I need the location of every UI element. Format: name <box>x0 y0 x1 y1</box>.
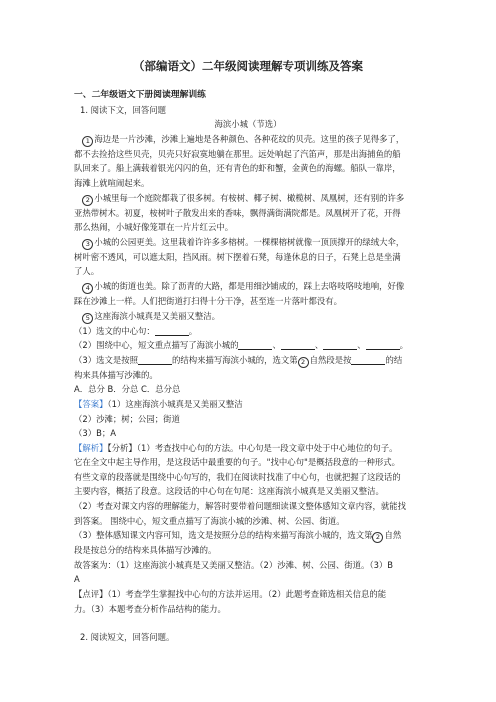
sub-question-1: （1）选文的中心句： 。 <box>74 325 198 336</box>
sub-question-3: （3）选文是按照 的结构来描写海滨小城的，选文第 2 自然段是按 的结 <box>74 354 403 366</box>
answer-line-2: （2）沙滩；树；公园；街道 <box>74 413 180 424</box>
answer-blank[interactable] <box>351 356 385 365</box>
paragraph-line: 2 小城里每一个庭院都栽了很多树。有桉树、椰子树、橄榄树、凤凰树，还有别的许多 <box>74 191 422 206</box>
analysis-line: 有些文章的段落就是围绕中心句写的，我们在阅读时找准了中心句，也就把握了这段话的 <box>74 471 401 482</box>
paragraph-number-badge: 2 <box>82 195 93 206</box>
answer-blank[interactable] <box>238 341 272 350</box>
paragraph-line: 都不去捡拾这些贝壳，贝壳只好寂寞地躺在那里。远处响起了汽笛声，那是出海捕鱼的船 <box>74 148 401 159</box>
answer-tag: 【答案】 <box>74 398 108 409</box>
paragraph-number-badge: 4 <box>82 283 93 294</box>
answer-blank[interactable] <box>366 341 400 350</box>
sub-question-2: （2）围绕中心，短文重点描写了海滨小城的 、 、 、 。 <box>74 340 408 351</box>
final-answer-line: 故答案为：（1）这座海滨小城真是又美丽又整洁。（2）沙滩、树、公园、街道。（3）B <box>74 559 394 570</box>
passage-paragraph-3 <box>74 235 422 279</box>
passage-paragraph-5: 5 这座海滨小城真是又美丽又整洁。 <box>74 309 422 324</box>
analysis-line: 【解析】【分析】（1）考查找中心句的方法。中心句是一段文章中处于中心地位的句子。 <box>74 442 398 453</box>
paragraph-line: 3 小城的公园更美。这里栽着许许多多榕树。一棵棵榕树就像一顶顶撑开的绿绒大伞， <box>74 235 422 250</box>
analysis-line: 它在全文中起主导作用，是这段话中最重要的句子。"找中心句"是概括段意的一种形式。 <box>74 457 400 468</box>
analysis-line: （2）考查对课文内容的理解能力，解答时要带着问题细读课文整体感知文章内容，就能找 <box>74 501 406 512</box>
paragraph-number-badge: 2 <box>372 532 383 543</box>
final-answer-line: A <box>74 574 80 585</box>
document-title: （部编语文）二年级阅读理解专项训练及答案 <box>133 59 363 73</box>
paragraph-number-badge: 5 <box>82 313 93 324</box>
paragraph-number-badge: 1 <box>82 136 93 147</box>
passage-paragraph-2 <box>74 191 422 235</box>
answer-blank[interactable] <box>138 356 172 365</box>
paragraph-number-badge: 3 <box>82 239 93 250</box>
passage-paragraph-1 <box>74 132 422 191</box>
answer-blank[interactable] <box>323 341 357 350</box>
analysis-line: 到答案。 围绕中心，短文重点描写了海滨小城的沙滩、树、公园、街道。 <box>74 515 345 526</box>
passage-title: 海滨小城（节选） <box>214 119 282 130</box>
paragraph-line: 1 海边是一片沙滩，沙滩上遍地是各种颜色、各种花纹的贝壳。这里的孩子见得多了， <box>74 132 422 147</box>
paragraph-number-badge: 2 <box>298 357 309 368</box>
paragraph-line: 踩在沙滩上一样。人们把街道打扫得十分干净，甚至连一片落叶都没有。 <box>74 295 342 306</box>
paragraph-line: 那么热闹，小城好像笼罩在一片片红云中。 <box>74 222 234 233</box>
section-heading: 一、二年级语文下册阅读理解训练 <box>74 90 206 100</box>
analysis-tag: 【解析】 <box>74 442 108 453</box>
analysis-line: 段是按总分的结构来具体描写沙滩的。 <box>74 545 217 556</box>
paragraph-line: 海滩上就喧闹起来。 <box>74 177 150 188</box>
comment-line: 【点评】（1）考查学生掌握找中心句的方法并运用。（2）此题考查筛选相关信息的能 <box>74 589 387 600</box>
passage-paragraph-4 <box>74 279 422 309</box>
answer-line-3: （3）B；A <box>74 428 116 439</box>
answer-line-1: 【答案】（1）这座海滨小城真是又美丽又整洁 <box>74 398 243 409</box>
answer-blank[interactable] <box>155 327 189 336</box>
spacer <box>74 616 422 630</box>
paragraph-line: 树叶密不透风，可以遮太阳，挡风雨。树下摆着石凳，每逢休息的日子，石凳上总是坐满 <box>74 251 401 262</box>
analysis-line: （3）整体感知课文内容可知，选文是按照分总的结构来描写海滨小城的，选文第 2 自然 <box>74 530 402 542</box>
sub-question-3-cont: 构来具体描写沙滩的。 <box>74 369 158 380</box>
analysis-line: 主要内容，概括了段意。这段话的中心句在句尾：这座海滨小城真是又美丽又整洁。 <box>74 486 384 497</box>
comment-line: 力。（3）本题考查分析作品结构的能力。 <box>74 603 226 614</box>
paragraph-line: 4 小城的街道也美。除了沥青的大路，都是用细沙铺成的，踩上去咯吱咯吱地响，好像 <box>74 279 422 294</box>
question-1-intro: 1. 阅读下文，回答问题 <box>80 104 167 115</box>
question-2-intro: 2. 阅读短文，回答问题。 <box>80 632 175 643</box>
paragraph-line: 亚热带树木。初夏，桉树叶子散发出来的香味，飘得满街满院都是。凤凰树开了花，开得 <box>74 207 401 218</box>
answer-blank[interactable] <box>281 341 315 350</box>
paragraph-line: 队回来了。船上满载着银光闪闪的鱼，还有青色的虾和蟹，金黄色的海螺。船队一靠岸， <box>74 163 401 174</box>
paragraph-line: 了人。 <box>74 266 100 277</box>
answer-options: A．总分 B．分总 C．总分总 <box>74 384 181 395</box>
